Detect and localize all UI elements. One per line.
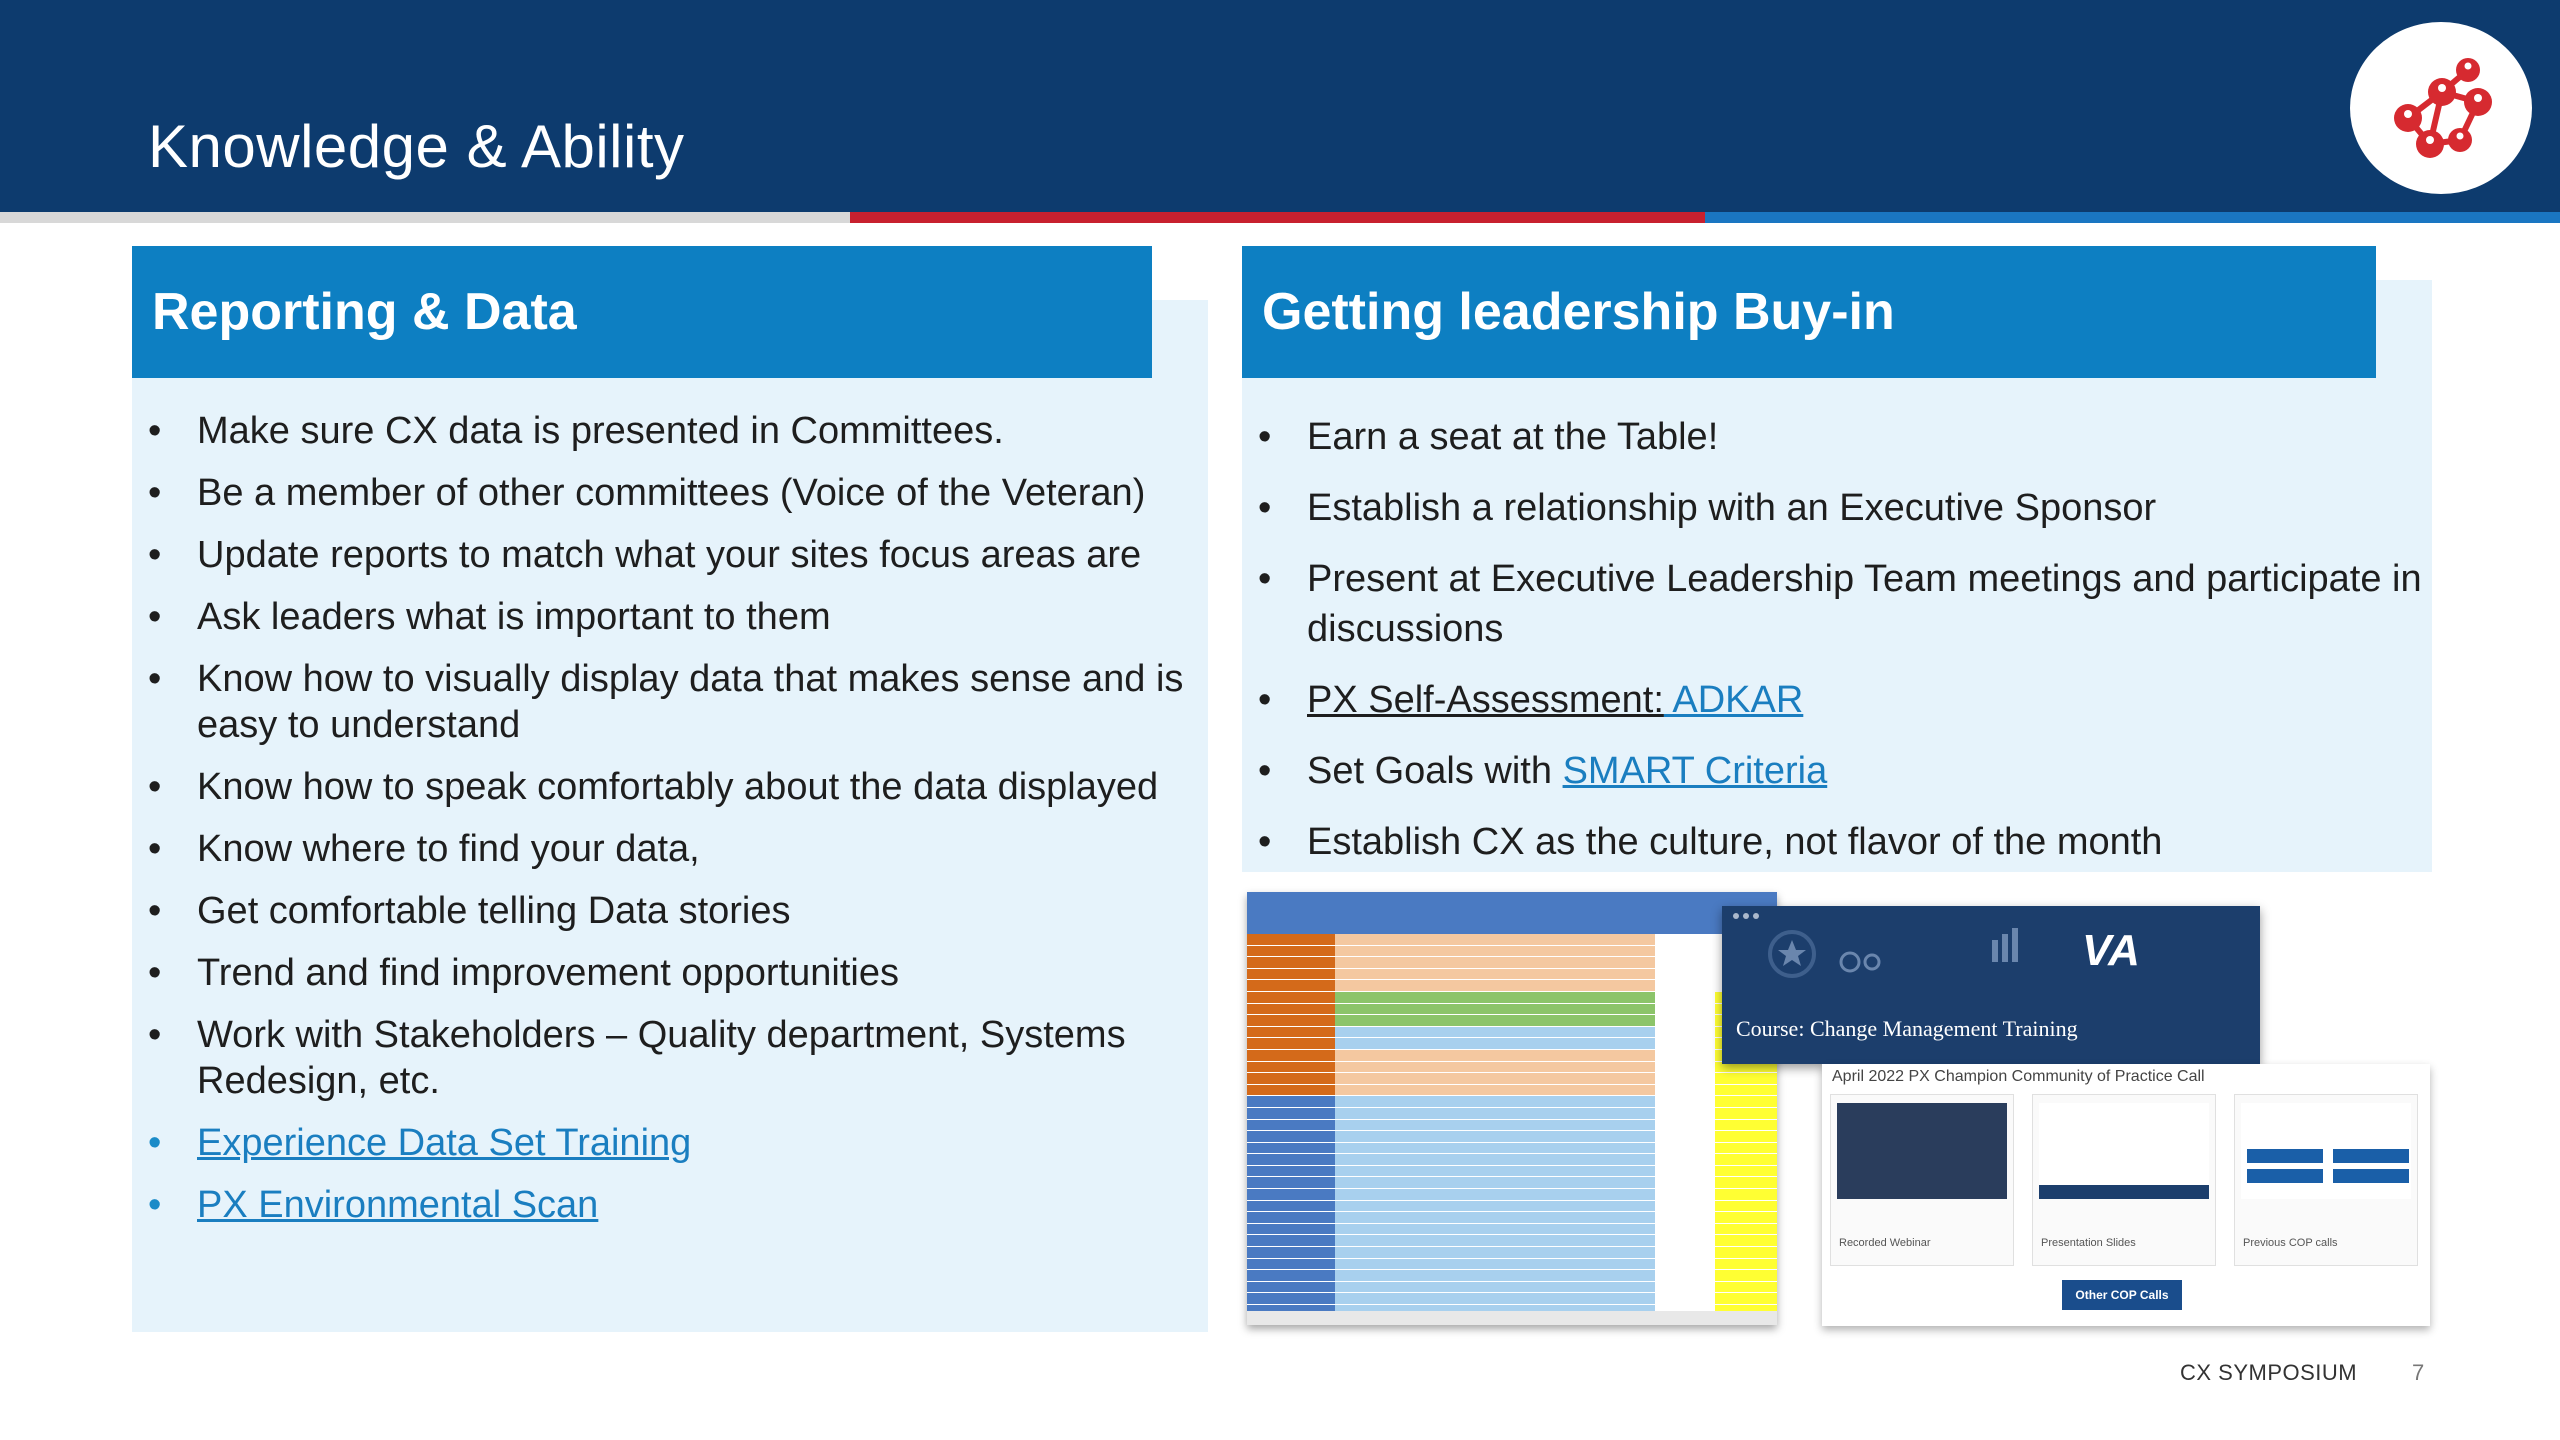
stripe-gray [0, 212, 850, 223]
sheet-row [1247, 1038, 1777, 1050]
title-bar [0, 0, 2560, 212]
experience-data-set-training-link[interactable]: Experience Data Set Training [197, 1122, 692, 1164]
sheet-row [1247, 1201, 1777, 1213]
course-card[interactable] [1722, 906, 2260, 1064]
sheet-row [1247, 1166, 1777, 1178]
adkar-link[interactable]: ADKAR [1663, 679, 1804, 721]
footer-label: CX SYMPOSIUM [2180, 1360, 2358, 1385]
sheet-row [1247, 1085, 1777, 1097]
cop-page-title: April 2022 PX Champion Community of Practice Call [1832, 1068, 2205, 1085]
sheet-row [1247, 1224, 1777, 1236]
list-item [1242, 675, 2422, 725]
recorded-webinar-card[interactable] [1830, 1094, 2014, 1266]
va-brand: VA [2082, 926, 2140, 975]
right-bullet-list [1242, 412, 2422, 867]
sheet-row [1247, 1073, 1777, 1085]
list-item: • Get comfortable telling Data stories [132, 888, 1208, 934]
sheet-header [1247, 892, 1777, 934]
sheet-row [1247, 1270, 1777, 1282]
presentation-slides-card[interactable] [2032, 1094, 2216, 1266]
sheet-row [1247, 1131, 1777, 1143]
list-item: • Establish CX as the culture, not flavor of the month [1242, 817, 2422, 867]
network-logo-icon [2350, 22, 2532, 194]
sheet-row [1247, 1120, 1777, 1132]
left-panel-heading [132, 246, 1152, 378]
sheet-row [1247, 1293, 1777, 1305]
sheet-row [1247, 1247, 1777, 1259]
sheet-row [1247, 1282, 1777, 1294]
sheet-row [1247, 1154, 1777, 1166]
set-goals-label: Set Goals with [1307, 750, 1563, 792]
right-heading-text: Getting leadership Buy-in [1262, 283, 1895, 341]
webinar-thumbnail [1837, 1103, 2007, 1199]
sheet-row [1247, 934, 1777, 946]
sheet-row [1247, 1015, 1777, 1027]
list-item [1242, 746, 2422, 796]
slide-title: Knowledge & Ability [148, 113, 685, 180]
sheet-row [1247, 1096, 1777, 1108]
sheet-row [1247, 1212, 1777, 1224]
course-title: Course: Change Management Training [1736, 1016, 2078, 1041]
list-item: • Know how to visually display data that makes sense and is easy to understand [132, 656, 1208, 748]
sheet-row [1247, 1050, 1777, 1062]
stripe-red [850, 212, 1705, 223]
smart-criteria-link[interactable]: SMART Criteria [1562, 750, 1828, 792]
card-caption: Presentation Slides [2041, 1237, 2136, 1249]
list-item: • Trend and find improvement opportunities [132, 950, 1208, 996]
spreadsheet-thumbnail [1247, 892, 1777, 1325]
left-heading-text: Reporting & Data [152, 283, 577, 341]
briefings-thumbnail [2241, 1103, 2411, 1199]
sheet-row [1247, 1004, 1777, 1016]
sheet-row [1247, 980, 1777, 992]
card-caption: Previous COP calls [2243, 1237, 2338, 1249]
list-item-link [132, 1120, 1208, 1166]
page-number: 7 [2412, 1360, 2425, 1385]
list-item: • Be a member of other committees (Voice of the Veteran) [132, 470, 1208, 516]
left-bullet-list [132, 408, 1208, 1228]
cop-page-thumbnail [1822, 1064, 2430, 1326]
other-cop-calls-button[interactable]: Other COP Calls [2062, 1280, 2182, 1310]
px-self-assessment-label: PX Self-Assessment: [1307, 679, 1664, 721]
list-item: • Earn a seat at the Table! [1242, 412, 2422, 462]
px-environmental-scan-link[interactable]: PX Environmental Scan [197, 1184, 599, 1226]
sheet-tabs [1247, 1311, 1777, 1325]
sheet-row [1247, 1143, 1777, 1155]
list-item-link [132, 1182, 1208, 1228]
sheet-row [1247, 1108, 1777, 1120]
sheet-row [1247, 1189, 1777, 1201]
stripe-blue [1705, 212, 2560, 223]
sheet-row [1247, 1027, 1777, 1039]
sheet-row [1247, 1235, 1777, 1247]
list-item: • Work with Stakeholders – Quality department, Systems Redesign, etc. [132, 1012, 1208, 1104]
list-item: • Present at Executive Leadership Team meetings and participate in discussions [1242, 554, 2422, 654]
list-item: • Know where to find your data, [132, 826, 1208, 872]
sheet-row [1247, 1259, 1777, 1271]
card-caption: Recorded Webinar [1839, 1237, 1931, 1249]
list-item: • Ask leaders what is important to them [132, 594, 1208, 640]
sheet-row [1247, 1062, 1777, 1074]
sheet-row [1247, 946, 1777, 958]
previous-cop-card[interactable] [2234, 1094, 2418, 1266]
list-item: • Know how to speak comfortably about the data displayed [132, 764, 1208, 810]
sheet-rows [1247, 934, 1777, 1325]
list-item: • Update reports to match what your sites focus areas are [132, 532, 1208, 578]
sheet-row [1247, 957, 1777, 969]
list-item: • Establish a relationship with an Executive Sponsor [1242, 483, 2422, 533]
slides-thumbnail [2039, 1103, 2209, 1199]
sheet-row [1247, 969, 1777, 981]
sheet-row [1247, 992, 1777, 1004]
right-panel-heading [1242, 246, 2376, 378]
list-item: • Make sure CX data is presented in Committees. [132, 408, 1208, 454]
sheet-row [1247, 1177, 1777, 1189]
course-icons [1722, 906, 2260, 1006]
